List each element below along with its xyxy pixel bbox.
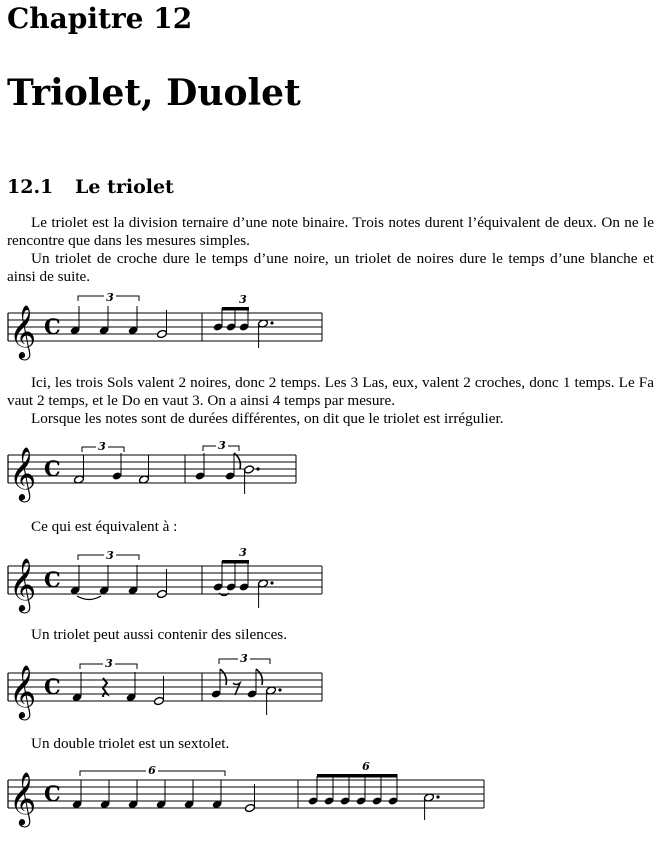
- tuplet-number: 3: [106, 292, 114, 304]
- tuplet-number: 3: [98, 440, 106, 453]
- beam: [222, 307, 249, 311]
- time-signature: C: [44, 567, 61, 592]
- equivalent-paragraph: [7, 518, 654, 536]
- beam: [317, 774, 398, 778]
- augmentation-dot: [278, 688, 281, 691]
- music-example-5: [0, 758, 671, 838]
- tuplet-number: 6: [362, 760, 370, 773]
- music-example-4: [0, 652, 671, 724]
- sextuplet-quarter-notes: [72, 780, 222, 809]
- tuplet-number: 3: [218, 439, 226, 452]
- half-note-head: [245, 803, 256, 812]
- intro-paragraphs: [7, 214, 654, 286]
- time-signature: C: [44, 314, 61, 339]
- section-number: 12.1: [7, 176, 54, 198]
- paragraph-rests: Un triolet peut aussi contenir des silences.: [31, 626, 288, 643]
- time-signature: C: [44, 674, 61, 699]
- sextolet-paragraph: [7, 735, 654, 753]
- augmentation-dot: [270, 321, 273, 324]
- tuplet-number: 3: [105, 657, 113, 670]
- music-example-3: [0, 545, 671, 617]
- half-note-head: [154, 696, 165, 705]
- tuplet-number: 3: [239, 293, 247, 306]
- tuplet-number: 3: [106, 549, 114, 562]
- eighth-rest-icon: [233, 683, 240, 695]
- tied-beamed-eighths: [213, 560, 249, 596]
- section-title: Le triolet: [75, 176, 174, 198]
- note-flag: [220, 669, 226, 685]
- treble-clef-icon: 𝄞: [9, 664, 37, 718]
- triplet-quarter-notes: [70, 306, 138, 335]
- augmentation-dot: [270, 581, 273, 584]
- half-note-head: [157, 329, 168, 338]
- paragraph-sextolet: Un double triolet est un sextolet.: [31, 735, 230, 752]
- beam: [222, 560, 249, 564]
- treble-clef-icon: 𝄞: [9, 304, 37, 358]
- rests-paragraph: [7, 626, 654, 644]
- section-heading: [7, 176, 174, 198]
- dotted-half-note-head: [244, 465, 255, 474]
- treble-clef-icon: 𝄞: [9, 771, 37, 825]
- paragraph-equivalent: Ce qui est équivalent à :: [31, 518, 178, 535]
- augmentation-dot: [436, 795, 439, 798]
- paragraph-irregular: Lorsque les notes sont de durées différentes, on dit que le triolet est irrégulier.: [31, 410, 504, 427]
- note-flag: [256, 669, 262, 685]
- beamed-triplet-eighths: [213, 307, 249, 332]
- half-note-head: [157, 589, 168, 598]
- paragraph-explanation: Ici, les trois Sols valent 2 noires, donc 2 temps. Les 3 Las, eux, valent 2 croches, donc 1 temps. Le Fa vaut 2 temps, et le Do en vaut 3. On a ainsi 4 temps par mesure.: [7, 374, 654, 409]
- music-example-1: [0, 292, 671, 364]
- music-example-2: [0, 434, 671, 506]
- tuplet-number: 6: [148, 764, 156, 777]
- chapter-title: Triolet, Duolet: [7, 72, 301, 114]
- tuplet-number: 3: [240, 652, 248, 665]
- time-signature: C: [44, 456, 61, 481]
- explanation-paragraphs: [7, 374, 654, 428]
- time-signature: C: [44, 781, 61, 806]
- chapter-label: Chapitre 12: [7, 2, 193, 35]
- tie: [77, 596, 101, 600]
- treble-clef-icon: 𝄞: [9, 446, 37, 500]
- paragraph-durations: Un triolet de croche dure le temps d’une noire, un triolet de noires dure le temps d’une blanche et ainsi de suite.: [7, 250, 654, 285]
- treble-clef-icon: 𝄞: [9, 557, 37, 611]
- tuplet-number: 3: [239, 546, 247, 559]
- augmentation-dot: [256, 467, 259, 470]
- paragraph-definition: Le triolet est la division ternaire d’une note binaire. Trois notes durent l’équivalent de deux. On ne le rencontre que dans les mesures simples.: [7, 214, 654, 249]
